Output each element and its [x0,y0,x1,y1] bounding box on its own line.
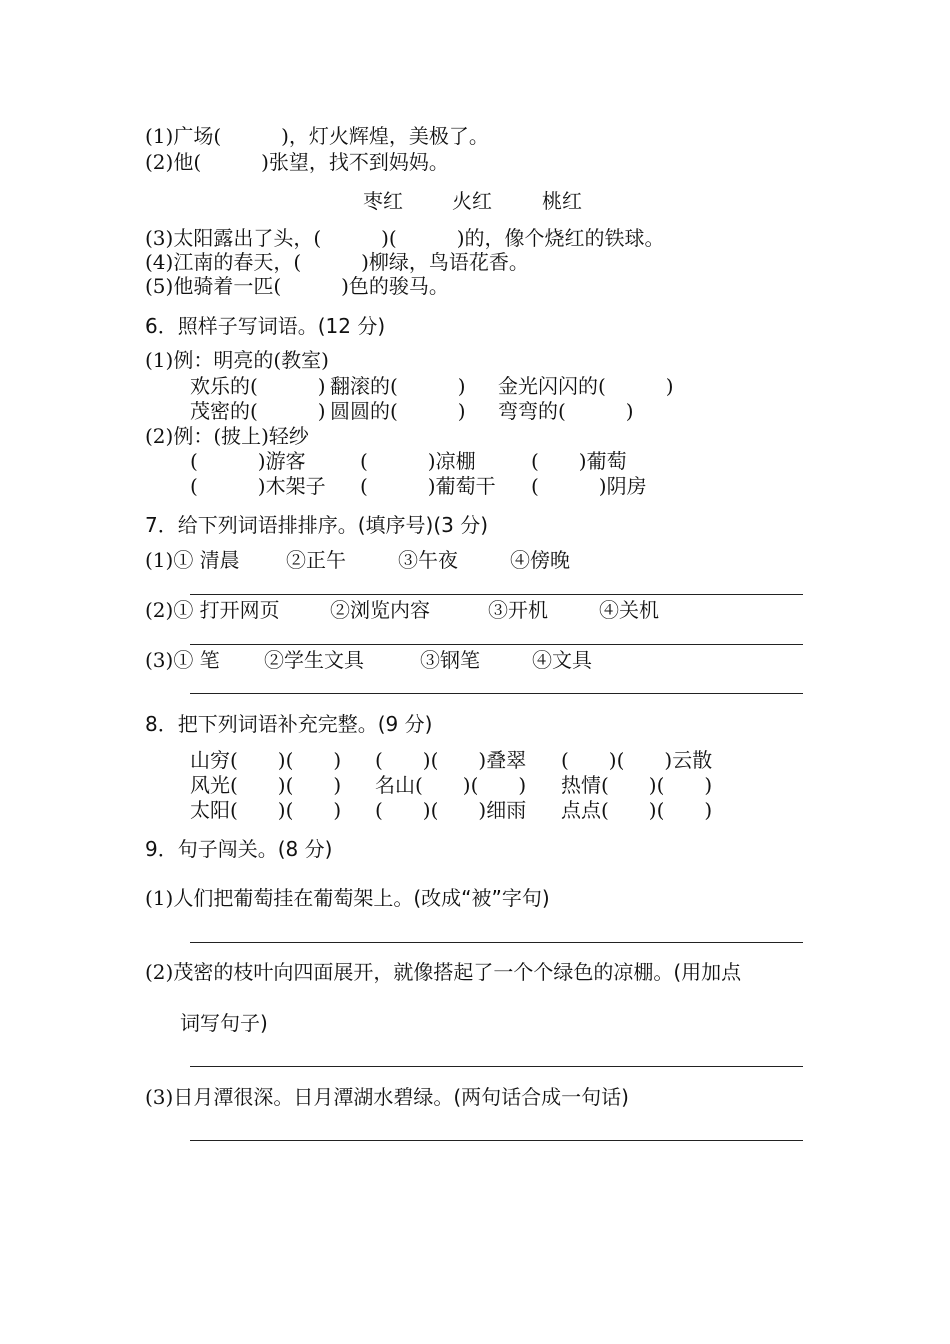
idiom-item: ( )( )叠翠 [375,748,527,772]
order-option: ④文具 [532,648,592,672]
fill-item-3: (3)太阳露出了头，( )( )的，像个烧红的铁球。 [145,226,665,250]
idiom-item: 名山( )( ) [375,773,527,797]
example-1: (1)例：明亮的(教室) [145,348,329,372]
sentence-2-text: (2)茂密的枝叶向四面展开，就像搭起了一个个绿色的凉棚。 [145,960,674,984]
answer-line[interactable] [190,594,803,595]
blank-item: ( )凉棚 [360,449,476,473]
question-7-title: 7．给下列词语排排序。(填序号)(3 分) [145,513,489,537]
sentence-1-text: (1)人们把葡萄挂在葡萄架上。 [145,886,414,910]
sentence-3-text: (3)日月潭很深。日月潭湖水碧绿。 [145,1085,454,1109]
answer-line[interactable] [190,1140,803,1141]
order-option: ④关机 [599,598,659,622]
answer-line[interactable] [190,942,803,943]
fill-item-5: (5)他骑着一匹( )色的骏马。 [145,274,449,298]
order-option: (2)① 打开网页 [145,598,280,622]
blank-item: 欢乐的( ) [190,374,326,398]
order-option: ③钢笔 [420,648,480,672]
word-bank-item: 火红 [452,189,492,213]
sentence-1 [145,888,550,908]
question-8-title: 8．把下列词语补充完整。(9 分) [145,712,433,736]
word-bank-item: 桃红 [542,189,582,213]
blank-item: ( )游客 [190,449,306,473]
fill-item-1: (1)广场( )，灯火辉煌，美极了。 [145,124,489,148]
order-option: ②学生文具 [264,648,364,672]
blank-item: ( )木架子 [190,474,326,498]
blank-item: 金光闪闪的( ) [498,374,674,398]
idiom-item: 风光( )( ) [190,773,342,797]
question-9-title: 9．句子闯关。(8 分) [145,837,333,861]
idiom-item: 点点( )( ) [561,798,713,822]
sentence-2-hint-cont: 词写句子) [180,1011,268,1035]
order-option: ③午夜 [398,548,458,572]
blank-item: 翻滚的( ) [330,374,466,398]
blank-item: 圆圆的( ) [330,399,466,423]
blank-item: ( )阴房 [531,474,647,498]
example-2: (2)例：(披上)轻纱 [145,424,309,448]
idiom-item: ( )( )云散 [561,748,713,772]
question-6-title: 6．照样子写词语。(12 分) [145,314,386,338]
answer-line[interactable] [190,693,803,694]
fill-item-4: (4)江南的春天，( )柳绿，鸟语花香。 [145,250,529,274]
order-option: (3)① 笔 [145,648,220,672]
answer-line[interactable] [190,1066,803,1067]
idiom-item: ( )( )细雨 [375,798,527,822]
blank-item: ( )葡萄 [531,449,627,473]
order-option: ③开机 [488,598,548,622]
order-option: ②正午 [286,548,346,572]
sentence-3 [145,1087,629,1107]
idiom-item: 热情( )( ) [561,773,713,797]
sentence-1-hint: (改成“被”字句) [413,886,550,910]
sentence-3-hint: (两句话合成一句话) [453,1085,629,1109]
blank-item: 茂密的( ) [190,399,326,423]
order-option: ④傍晚 [510,548,570,572]
fill-item-2: (2)他( )张望，找不到妈妈。 [145,150,449,174]
answer-line[interactable] [190,644,803,645]
word-bank-item: 枣红 [363,189,403,213]
order-option: ②浏览内容 [330,598,430,622]
sentence-2-hint: (用加点 [673,960,742,984]
blank-item: 弯弯的( ) [498,399,634,423]
order-option: (1)① 清晨 [145,548,240,572]
sentence-2 [145,962,741,982]
idiom-item: 太阳( )( ) [190,798,342,822]
idiom-item: 山穷( )( ) [190,748,342,772]
blank-item: ( )葡萄干 [360,474,496,498]
